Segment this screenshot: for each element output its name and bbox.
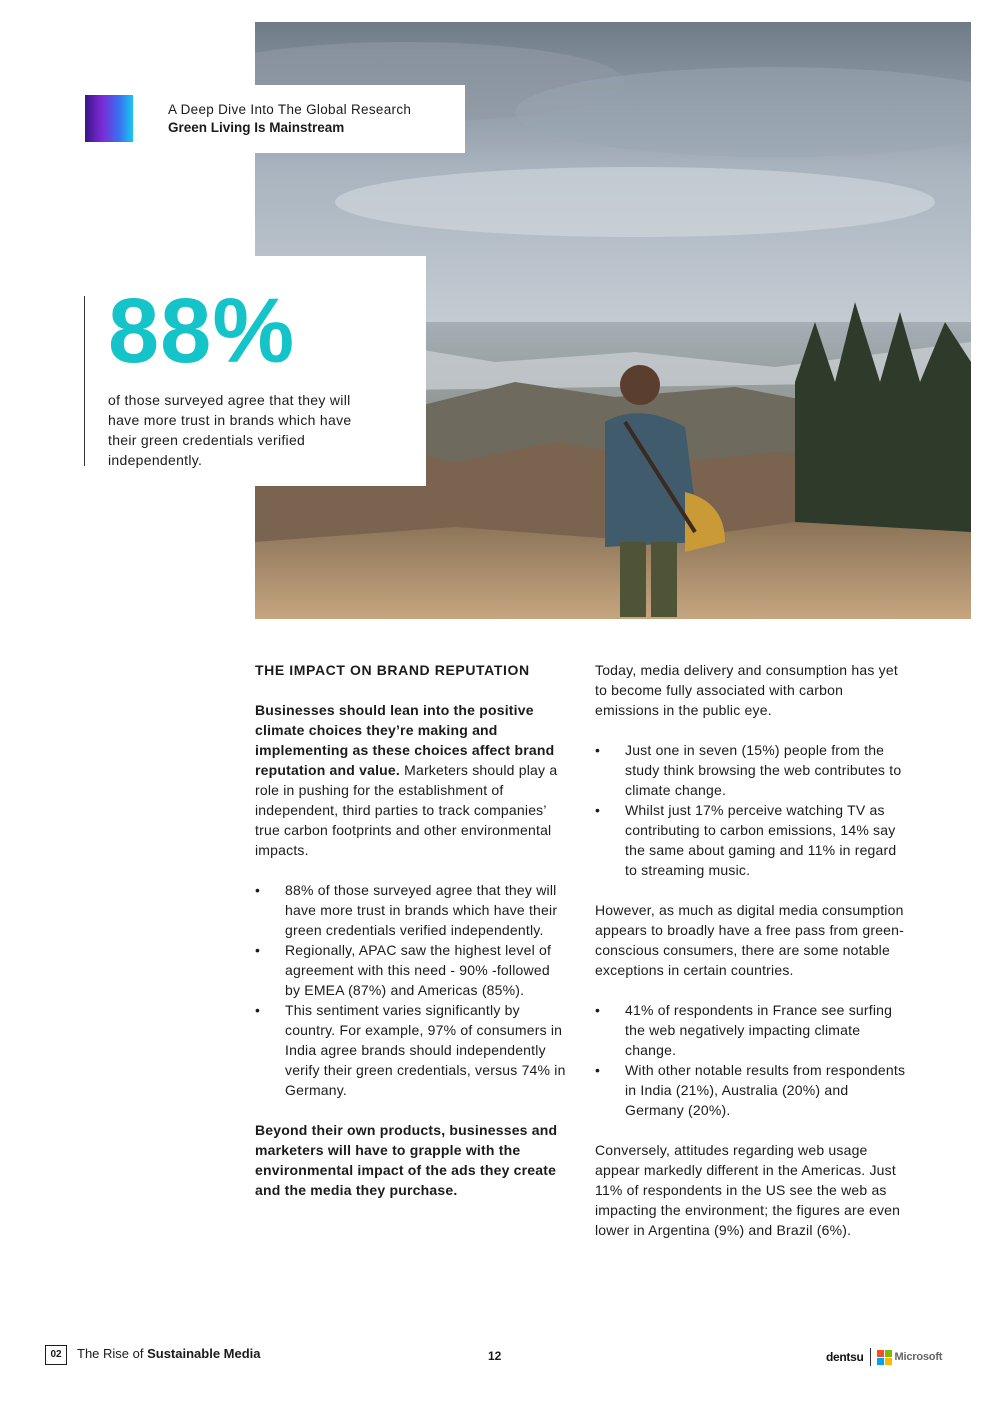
intro-rest: Marketers should play a role in pushing for the establishment of independent, third parties to track companies’ true carbon footprints and other environmental impacts. <box>255 762 558 858</box>
paragraph-3: Conversely, attitudes regarding web usage appear markedly different in the Americas. Just 11% of respondents in the US see the web as impacting the environment; the figures are even lower in Argentina (9%) and Brazil (6%). <box>595 1142 901 1238</box>
paragraph-1: Today, media delivery and consumption has yet to become fully associated with carbon emissions in the public eye. <box>595 662 898 718</box>
list-item: • This sentiment varies significantly by country. For example, 97% of consumers in India agree brands should independently verify their green credentials, versus 74% in Germany. <box>255 1000 567 1100</box>
section-title: Green Living Is Mainstream <box>168 120 345 135</box>
footer-logos <box>826 1347 942 1367</box>
section-subtitle: A Deep Dive Into The Global Research <box>168 102 412 117</box>
stat-number: 88% <box>108 280 296 382</box>
list-item: • Just one in seven (15%) people from the study think browsing the web contributes to climate change. <box>595 740 907 800</box>
left-column <box>255 660 567 1220</box>
intro-bold: Businesses should lean into the positive climate choices they’re making and implementing as these choices affect brand reputation and value. <box>255 702 555 778</box>
footer-title <box>77 1346 261 1361</box>
footer-title-bold: Sustainable Media <box>147 1346 261 1361</box>
chapter-badge: 02 <box>45 1345 67 1365</box>
list-item: • With other notable results from respondents in India (21%), Australia (20%) and Germany (20%). <box>595 1060 907 1120</box>
right-bullet-list-1 <box>595 740 907 880</box>
column-heading: THE IMPACT ON BRAND REPUTATION <box>255 662 530 678</box>
page-number: 12 <box>488 1349 502 1363</box>
footer-title-prefix: The Rise of <box>77 1346 148 1361</box>
stat-divider <box>84 296 85 466</box>
dentsu-logo: dentsu <box>826 1350 864 1364</box>
gradient-square-icon <box>85 95 133 142</box>
microsoft-logo-icon <box>877 1350 892 1365</box>
logo-divider <box>870 1348 871 1366</box>
paragraph-2: However, as much as digital media consumption appears to broadly have a free pass from green-conscious consumers, there are some notable exceptions in certain countries. <box>595 902 905 978</box>
closing-paragraph: Beyond their own products, businesses and marketers will have to grapple with the environmental impact of the ads they create and the media they purchase. <box>255 1122 558 1198</box>
stat-description: of those surveyed agree that they will have more trust in brands which have their green credentials verified independently. <box>108 392 352 468</box>
right-column <box>595 660 907 1260</box>
list-item: • Whilst just 17% perceive watching TV as contributing to carbon emissions, 14% say the same about gaming and 11% in regard to streaming music. <box>595 800 907 880</box>
list-item: • 88% of those surveyed agree that they will have more trust in brands which have their green credentials verified independently. <box>255 880 567 940</box>
intro-paragraph <box>255 700 567 860</box>
microsoft-logo-text: Microsoft <box>894 1351 943 1363</box>
list-item: • 41% of respondents in France see surfing the web negatively impacting climate change. <box>595 1000 907 1060</box>
list-item: • Regionally, APAC saw the highest level of agreement with this need - 90% -followed by EMEA (87%) and Americas (85%). <box>255 940 567 1000</box>
stat-callout <box>84 256 426 486</box>
right-bullet-list-2 <box>595 1000 907 1120</box>
section-header <box>85 85 465 153</box>
left-bullet-list <box>255 880 567 1100</box>
